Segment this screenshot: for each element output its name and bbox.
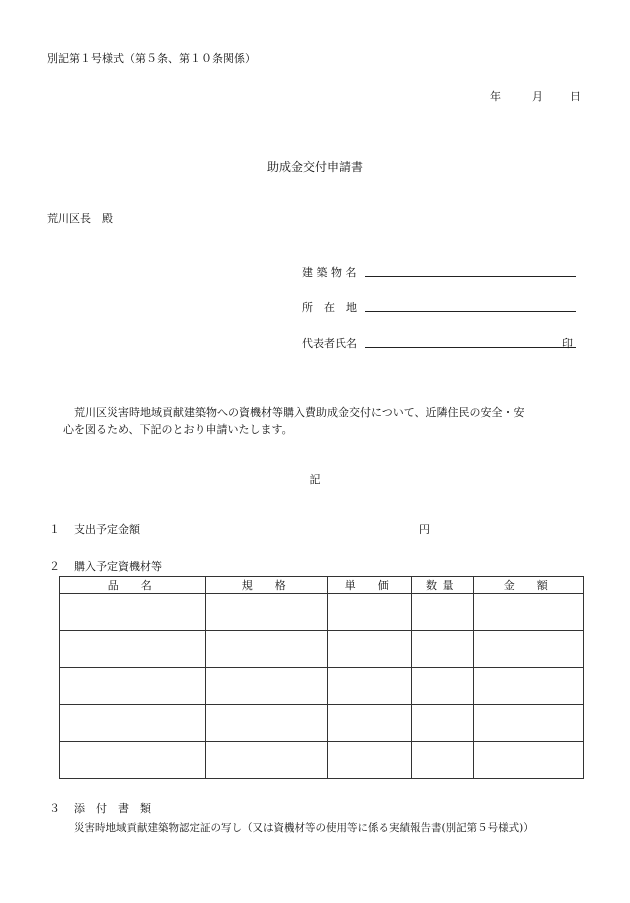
cell-unit-price[interactable] bbox=[328, 668, 412, 705]
cell-spec[interactable] bbox=[206, 705, 328, 742]
cell-item-name[interactable] bbox=[60, 631, 206, 668]
table-header-row bbox=[60, 577, 584, 594]
cell-spec[interactable] bbox=[206, 594, 328, 631]
section-3-label: 添 付 書 類 bbox=[74, 802, 151, 815]
ki-heading: 記 bbox=[309, 473, 321, 486]
table-row bbox=[60, 668, 584, 705]
cell-amount[interactable] bbox=[474, 631, 584, 668]
building-name-label: 建 築 物 名 bbox=[302, 266, 357, 279]
representative-label: 代表者氏名 bbox=[302, 337, 357, 350]
cell-quantity[interactable] bbox=[412, 705, 474, 742]
addressee: 荒川区長 殿 bbox=[47, 212, 113, 225]
document-title: 助成金交付申請書 bbox=[266, 160, 363, 174]
building-name-field[interactable] bbox=[365, 276, 576, 277]
date-year: 年 bbox=[490, 90, 501, 103]
section-3-number: ３ bbox=[49, 802, 60, 815]
table-row bbox=[60, 705, 584, 742]
yen-unit: 円 bbox=[419, 523, 430, 536]
cell-unit-price[interactable] bbox=[328, 631, 412, 668]
cell-item-name[interactable] bbox=[60, 705, 206, 742]
cell-item-name[interactable] bbox=[60, 668, 206, 705]
cell-unit-price[interactable] bbox=[328, 705, 412, 742]
cell-unit-price[interactable] bbox=[328, 742, 412, 779]
cell-quantity[interactable] bbox=[412, 742, 474, 779]
section-2-number: ２ bbox=[49, 560, 60, 573]
body-line-1: 荒川区災害時地域貢献建築物への資機材等購入費助成金交付について、近隣住民の安全・安 bbox=[74, 406, 525, 419]
table-row bbox=[60, 594, 584, 631]
section-1-number: １ bbox=[49, 523, 60, 536]
header-spec: 規 格 bbox=[206, 577, 328, 594]
cell-amount[interactable] bbox=[474, 668, 584, 705]
date-month: 月 bbox=[532, 90, 543, 103]
cell-item-name[interactable] bbox=[60, 594, 206, 631]
cell-quantity[interactable] bbox=[412, 631, 474, 668]
body-line-2: 心を図るため、下記のとおり申請いたします。 bbox=[63, 423, 293, 436]
cell-quantity[interactable] bbox=[412, 668, 474, 705]
header-unit-price: 単 価 bbox=[328, 577, 412, 594]
attachment-detail: 災害時地域貢献建築物認定証の写し（又は資機材等の使用等に係る実績報告書(別記第５号様式)） bbox=[74, 822, 534, 834]
section-1-label: 支出予定金額 bbox=[74, 523, 140, 536]
address-field[interactable] bbox=[365, 311, 576, 312]
items-table bbox=[59, 576, 584, 779]
cell-amount[interactable] bbox=[474, 594, 584, 631]
address-label: 所 在 地 bbox=[302, 301, 357, 314]
representative-field[interactable] bbox=[365, 347, 576, 348]
cell-spec[interactable] bbox=[206, 742, 328, 779]
form-id-label: 別記第１号様式（第５条、第１０条関係） bbox=[47, 52, 256, 65]
cell-amount[interactable] bbox=[474, 742, 584, 779]
table-row bbox=[60, 631, 584, 668]
cell-amount[interactable] bbox=[474, 705, 584, 742]
section-2-label: 購入予定資機材等 bbox=[74, 560, 162, 573]
cell-quantity[interactable] bbox=[412, 594, 474, 631]
cell-spec[interactable] bbox=[206, 668, 328, 705]
seal-mark: 印 bbox=[562, 337, 573, 350]
cell-unit-price[interactable] bbox=[328, 594, 412, 631]
header-amount: 金 額 bbox=[474, 577, 584, 594]
header-quantity: 数量 bbox=[412, 577, 474, 594]
header-item-name: 品 名 bbox=[60, 577, 206, 594]
cell-spec[interactable] bbox=[206, 631, 328, 668]
date-day: 日 bbox=[570, 90, 581, 103]
cell-item-name[interactable] bbox=[60, 742, 206, 779]
table-row bbox=[60, 742, 584, 779]
